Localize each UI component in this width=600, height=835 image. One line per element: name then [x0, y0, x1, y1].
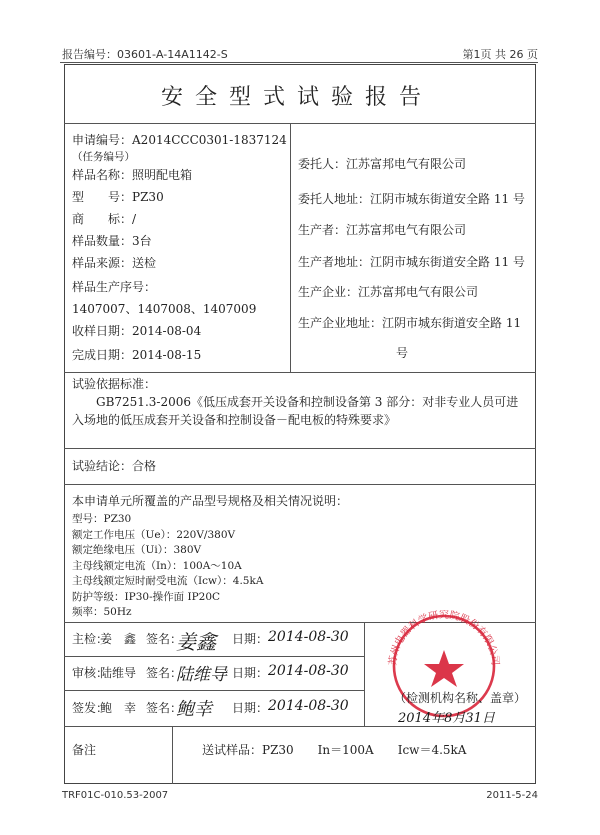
- signature-role: 签发：: [72, 701, 109, 715]
- left-field-label: 申请编号：: [72, 133, 133, 147]
- signer-name: 姜 鑫: [100, 632, 137, 646]
- title-divider: [64, 123, 536, 124]
- left-field-label: 样品生产序号：: [72, 280, 157, 294]
- form-number: TRF01C-010.53-2007: [62, 790, 169, 801]
- coverage-line: 型号：PZ30: [72, 513, 132, 525]
- right-field-row: [298, 254, 525, 270]
- left-field-row: [72, 323, 201, 339]
- right-field-label: 委托人：: [298, 157, 347, 171]
- header-rule: [60, 62, 538, 63]
- page-title: 安全型式试验报告: [160, 85, 433, 110]
- left-field-label: 样品来源：: [72, 256, 133, 270]
- basis-divider: [64, 448, 536, 449]
- signer-name: 鲍 幸: [100, 701, 137, 715]
- right-field-value: 江苏富邦电气有限公司: [358, 285, 479, 299]
- left-field-value: 2014-08-04: [132, 324, 202, 338]
- info-divider: [64, 372, 536, 373]
- stamp-date: 2014年8月31日: [398, 711, 495, 726]
- left-field-value: /: [132, 212, 137, 226]
- handwritten-signature: 姜鑫: [176, 630, 216, 654]
- left-field-label: （任务编号）: [72, 151, 135, 163]
- left-field-value: 照明配电箱: [132, 168, 193, 182]
- remark-divider: [64, 726, 536, 727]
- basis-line-2: 入场地的低压成套开关设备和控制设备－配电板的特殊要求》: [72, 413, 397, 427]
- basis-label: 试验依据标准：: [72, 377, 157, 391]
- right-field-row: [298, 191, 525, 207]
- form-date: 2011-5-24: [486, 790, 538, 801]
- right-field-value: 江苏富邦电气有限公司: [346, 223, 467, 237]
- stamp-note: （检测机构名称、盖章）: [394, 691, 527, 705]
- left-field-label: 样品数量：: [72, 234, 133, 248]
- coverage-heading: 本申请单元所覆盖的产品型号规格及相关情况说明：: [72, 494, 349, 508]
- svg-text:苏州电器科学研究院股份有限公司: 苏州电器科学研究院股份有限公司: [387, 610, 501, 667]
- right-field-value: 号: [396, 346, 409, 360]
- signature-role: 审核：: [72, 666, 109, 680]
- right-field-label: 生产者：: [298, 223, 347, 237]
- conclusion: [72, 458, 156, 474]
- right-field-row: [298, 222, 466, 238]
- signature-role: 主检：: [72, 632, 109, 646]
- left-field-value: 送检: [132, 256, 157, 270]
- left-field-row: [72, 149, 135, 165]
- right-field-row: [298, 284, 478, 300]
- right-field-value: 江阴市城东街道安全路 11 号: [370, 192, 525, 206]
- right-field-value: 江苏富邦电气有限公司: [346, 157, 467, 171]
- signature-date: 2014-08-30: [268, 629, 349, 645]
- signature-date: 2014-08-30: [268, 698, 349, 714]
- left-field-row: [72, 167, 192, 183]
- coverage-line: 额定绝缘电压（Ui）：380V: [72, 544, 202, 556]
- coverage-line: 额定工作电压（Ue）：220V/380V: [72, 528, 236, 541]
- sign-label: 签名：: [146, 701, 183, 715]
- date-label: 日期：: [232, 701, 269, 715]
- left-field-row: [72, 255, 156, 271]
- page-info: 第1页 共 26 页: [462, 48, 538, 61]
- right-field-row: [396, 345, 408, 361]
- right-field-value: 江阴市城东街道安全路 11 号: [370, 255, 525, 269]
- left-field-label: 收样日期：: [72, 324, 133, 338]
- right-field-label: 生产企业：: [298, 285, 359, 299]
- right-field-label: 委托人地址：: [298, 192, 371, 206]
- sign-label: 签名：: [146, 632, 183, 646]
- left-field-label: 型 号：: [72, 190, 133, 204]
- left-field-value: A2014CCC0301-1837124: [132, 133, 287, 147]
- date-label: 日期：: [232, 666, 269, 680]
- signature-date: 2014-08-30: [268, 663, 349, 679]
- left-field-value: PZ30: [132, 190, 164, 204]
- left-field-row: [72, 211, 136, 227]
- left-field-row: [72, 301, 256, 317]
- left-field-value: 1407007、1407008、1407009: [72, 302, 257, 316]
- sig-divider-2: [64, 690, 364, 691]
- coverage-line: 防护等级：IP30-操作面 IP20C: [72, 590, 221, 603]
- left-field-value: 3台: [132, 234, 152, 248]
- report-number: 报告编号：03601-A-14A1142-S: [62, 48, 228, 61]
- left-field-row: [72, 279, 156, 295]
- conclusion-label: 试验结论：: [72, 459, 133, 473]
- left-field-label: 样品名称：: [72, 168, 133, 182]
- basis-line-1: GB7251.3-2006《低压成套开关设备和控制设备第 3 部分：对非专业人员可进: [96, 395, 519, 409]
- left-field-label: 完成日期：: [72, 348, 133, 362]
- sign-label: 签名：: [146, 666, 183, 680]
- right-field-label: 生产企业地址：: [298, 316, 383, 330]
- left-field-row: [72, 189, 164, 205]
- stamp-divider: [364, 622, 365, 726]
- remark-label: 备注: [72, 743, 97, 757]
- right-field-row: [298, 315, 521, 331]
- handwritten-signature: 陆维导: [176, 665, 227, 685]
- signer-name: 陆维导: [100, 666, 137, 680]
- sig-divider-1: [64, 656, 364, 657]
- conclusion-divider: [64, 484, 536, 485]
- left-field-row: [72, 233, 152, 249]
- coverage-line: 频率：50Hz: [72, 606, 132, 618]
- left-field-label: 商 标：: [72, 212, 133, 226]
- conclusion-value: 合格: [132, 459, 157, 473]
- right-field-value: 江阴市城东街道安全路 11: [382, 316, 522, 330]
- right-field-row: [298, 156, 466, 172]
- handwritten-signature: 鲍幸: [176, 699, 212, 720]
- coverage-line: 主母线额定短时耐受电流（Icw）：4.5kA: [72, 575, 264, 587]
- remark-text: 送试样品：PZ30 In＝100A Icw＝4.5kA: [202, 743, 467, 757]
- column-divider: [290, 124, 291, 372]
- remark-column-divider: [172, 726, 173, 784]
- left-field-row: [72, 347, 201, 363]
- date-label: 日期：: [232, 632, 269, 646]
- coverage-line: 主母线额定电流（In）：100A～10A: [72, 559, 242, 572]
- left-field-row: [72, 132, 287, 148]
- right-field-label: 生产者地址：: [298, 255, 371, 269]
- left-field-value: 2014-08-15: [132, 348, 202, 362]
